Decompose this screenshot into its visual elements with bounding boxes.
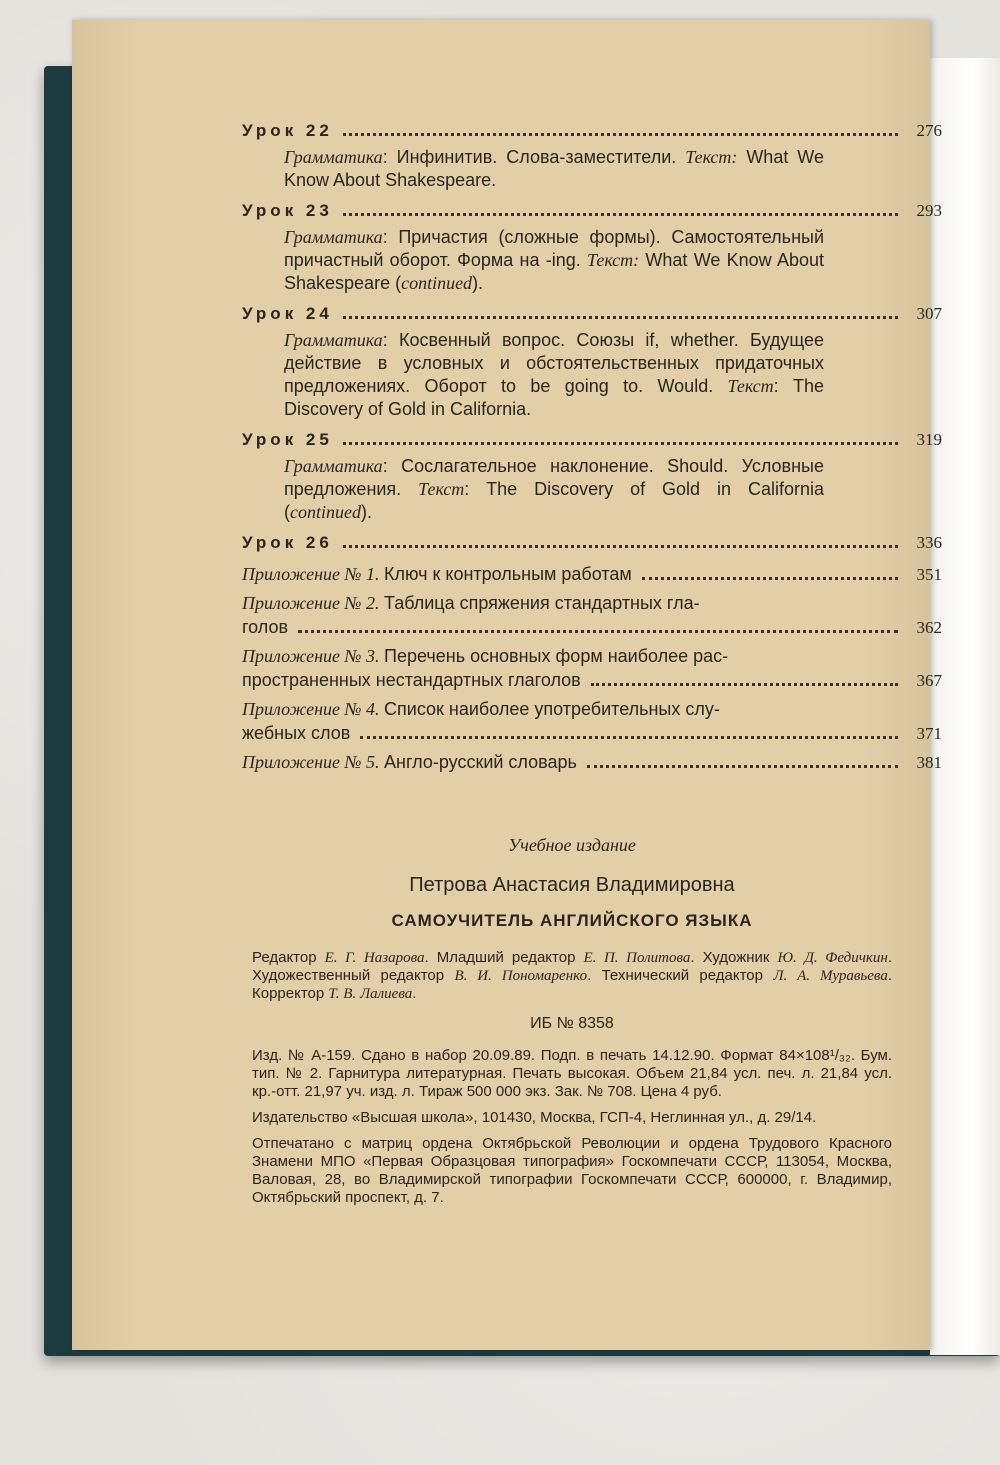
page-number: 307 — [916, 304, 942, 323]
reading-text: : The Discovery of Gold in California ( — [284, 479, 824, 522]
appendix-title-line-1: Список наиболее употребительных слу- — [384, 699, 720, 719]
dot-leader — [298, 630, 898, 633]
page-number: 293 — [916, 201, 942, 220]
grammar-text: : Косвенный вопрос. Союзы if, whether. Будущее действие в условных и обстоятельственных придаточных предложениях. Оборот to be going to. Would. — [284, 330, 824, 396]
page-number: 276 — [916, 121, 942, 140]
grammar-text: : Инфинитив. Слова-заместители. — [382, 147, 686, 167]
toc-appendix-5 — [242, 750, 942, 775]
ib-number: ИБ № 8358 — [530, 1015, 614, 1032]
toc-appendix-3 — [242, 644, 942, 693]
tech-editor-name: Л. А. Муравьева — [773, 968, 888, 984]
dot-leader — [587, 765, 898, 768]
dot-leader — [343, 545, 898, 548]
text-label: Текст: — [587, 250, 640, 270]
junior-editor-name: Е. П. Политова — [583, 950, 691, 966]
credits-text: . Художник — [690, 949, 778, 966]
toc-lesson-24 — [242, 303, 942, 421]
author-name: Петрова Анастасия Владимировна — [409, 874, 735, 896]
book-title: САМОУЧИТЕЛЬ АНГЛИЙСКОГО ЯЗЫКА — [391, 911, 753, 930]
credits-text: . Младший редактор — [424, 949, 584, 966]
lesson-title: Урок 26 — [242, 533, 333, 552]
dot-leader — [343, 213, 898, 216]
page-number: 367 — [916, 671, 942, 690]
series-label: Учебное издание — [508, 835, 636, 855]
lesson-description — [284, 329, 824, 421]
page-number: 319 — [916, 430, 942, 449]
dot-leader — [591, 683, 898, 686]
appendix-title-line-2: жебных слов — [242, 723, 351, 743]
toc-appendix-2 — [242, 591, 942, 640]
book-page — [72, 20, 942, 1350]
text-label: Текст: — [685, 147, 738, 167]
appendix-label: Приложение № 1. — [242, 564, 380, 584]
continued-note: continued — [401, 273, 473, 293]
reading-text: : The Discovery of Gold in California. — [284, 376, 824, 419]
page-number: 371 — [916, 724, 942, 743]
appendix-label: Приложение № 3. — [242, 646, 380, 666]
grammar-label: Грамматика — [284, 456, 383, 476]
appendix-title-line-2: голов — [242, 617, 289, 637]
publishing-info: Изд. № А-159. Сдано в набор 20.09.89. Подп. в печать 14.12.90. Формат 84×108¹/₃₂. Бум. тип. № 2. Гарнитура литературная. Печать высокая. Объем 21,84 усл. печ. л. 21,84 усл. кр.-отт. 21,97 уч. изд. л. Тираж 500 000 экз. Зак. № 708. Цена 4 руб. — [252, 1047, 892, 1100]
grammar-text: : Причастия (сложные формы). Самостоятельный причастный оборот. Форма на -ing. — [284, 227, 824, 270]
closing-text: ). — [472, 273, 484, 293]
grammar-label: Грамматика — [284, 227, 383, 247]
appendix-title-line-2: пространенных нестандартных глаголов — [242, 670, 581, 690]
dot-leader — [343, 316, 898, 319]
imprint — [252, 835, 892, 1207]
reading-text: What We Know About Shakespeare ( — [284, 250, 824, 293]
appendix-label: Приложение № 5. — [242, 752, 380, 772]
toc-lesson-23 — [242, 200, 942, 295]
artist-name: Ю. Д. Федичкин — [777, 950, 888, 966]
page-number: 381 — [916, 753, 942, 772]
grammar-label: Грамматика — [284, 147, 383, 167]
appendix-title: Ключ к контрольным работам — [384, 564, 632, 584]
proofreader-name: Т. В. Лалиева — [328, 986, 413, 1002]
appendix-label: Приложение № 2. — [242, 593, 380, 613]
closing-text: ). — [360, 502, 372, 522]
grammar-text: : Сослагательное наклонение. Should. Условные предложения. — [284, 456, 824, 499]
appendix-label: Приложение № 4. — [242, 699, 380, 719]
page-number: 351 — [916, 565, 942, 584]
page-number: 362 — [916, 618, 942, 637]
lesson-title: Урок 22 — [242, 121, 333, 140]
toc-appendix-4 — [242, 697, 942, 746]
toc-lesson-25 — [242, 429, 942, 524]
toc-lesson-22 — [242, 120, 942, 192]
grammar-label: Грамматика — [284, 330, 383, 350]
appendix-title-line-1: Перечень основных форм наиболее рас- — [384, 646, 729, 666]
lesson-title: Урок 23 — [242, 201, 333, 220]
appendix-title-line-1: Таблица спряжения стандартных гла- — [384, 593, 700, 613]
appendix-title: Англо-русский словарь — [384, 752, 577, 772]
lesson-description — [284, 455, 824, 524]
lesson-description — [284, 226, 824, 295]
page-number: 336 — [916, 533, 942, 552]
lesson-title: Урок 24 — [242, 304, 333, 323]
printer-info: Отпечатано с матриц ордена Октябрьской Революции и ордена Трудового Красного Знамени МПО «Первая Образцовая типография» Госкомпечати СССР, 113054, Москва, Валовая, 28, во Владимирской типографии Госкомпечати СССР, 600000, г. Владимир, Октябрьский проспект, д. 7. — [252, 1135, 892, 1206]
table-of-contents — [242, 120, 942, 778]
credits-text: Редактор — [252, 949, 325, 966]
dot-leader — [343, 133, 898, 136]
credits-text: . Технический редактор — [587, 967, 774, 984]
dot-leader — [642, 577, 898, 580]
dot-leader — [360, 736, 898, 739]
credits-text: . Художественный редактор — [252, 949, 892, 984]
dot-leader — [343, 442, 898, 445]
reading-text: What We Know About Shakespeare. — [284, 147, 824, 190]
text-label: Текст — [727, 376, 774, 396]
editor-name: Е. Г. Назарова — [324, 950, 425, 966]
continued-note: continued — [290, 502, 361, 522]
lesson-description — [284, 146, 824, 192]
toc-lesson-26 — [242, 532, 942, 554]
credits-text: . Корректор — [252, 967, 892, 1002]
toc-appendix-1 — [242, 562, 942, 587]
publisher-info: Издательство «Высшая школа», 101430, Москва, ГСП-4, Неглинная ул., д. 29/14. — [252, 1109, 817, 1126]
text-label: Текст — [418, 479, 465, 499]
art-editor-name: В. И. Пономаренко — [454, 968, 588, 984]
lesson-title: Урок 25 — [242, 430, 333, 449]
credits — [252, 949, 892, 1003]
credits-text: . — [412, 985, 417, 1002]
